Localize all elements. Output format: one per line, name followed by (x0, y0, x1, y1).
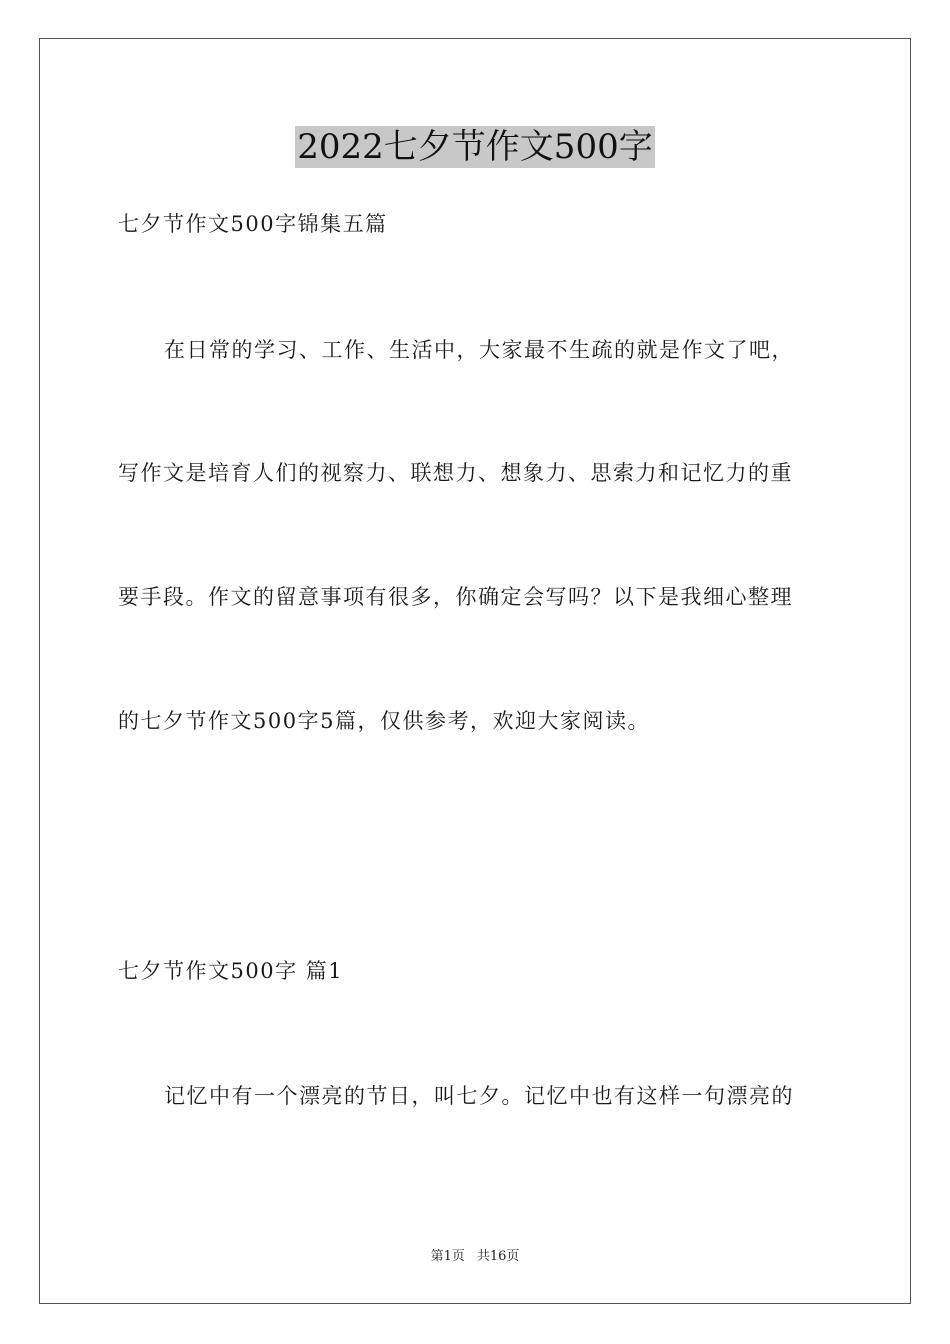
paragraph-line: 写作文是培育人们的视察力、联想力、想象力、思索力和记忆力的重 (118, 461, 793, 485)
section-heading: 七夕节作文500字 篇1 (118, 959, 344, 983)
paragraph-line: 在日常的学习、工作、生活中，大家最不生疏的就是作文了吧， (164, 338, 794, 362)
paragraph-line: 记忆中有一个漂亮的节日，叫七夕。记忆中也有这样一句漂亮的 (164, 1084, 794, 1108)
paragraph-line: 的七夕节作文500字5篇，仅供参考，欢迎大家阅读。 (118, 709, 650, 733)
document-subtitle: 七夕节作文500字锦集五篇 (118, 212, 388, 236)
page-number: 第1页 (430, 1249, 465, 1264)
paragraph-line: 要手段。作文的留意事项有很多，你确定会写吗？以下是我细心整理 (118, 585, 793, 609)
document-title: 2022七夕节作文500字 (297, 127, 653, 167)
page-footer (0, 1248, 950, 1266)
page-total: 共16页 (476, 1249, 520, 1264)
title-container (0, 126, 950, 168)
